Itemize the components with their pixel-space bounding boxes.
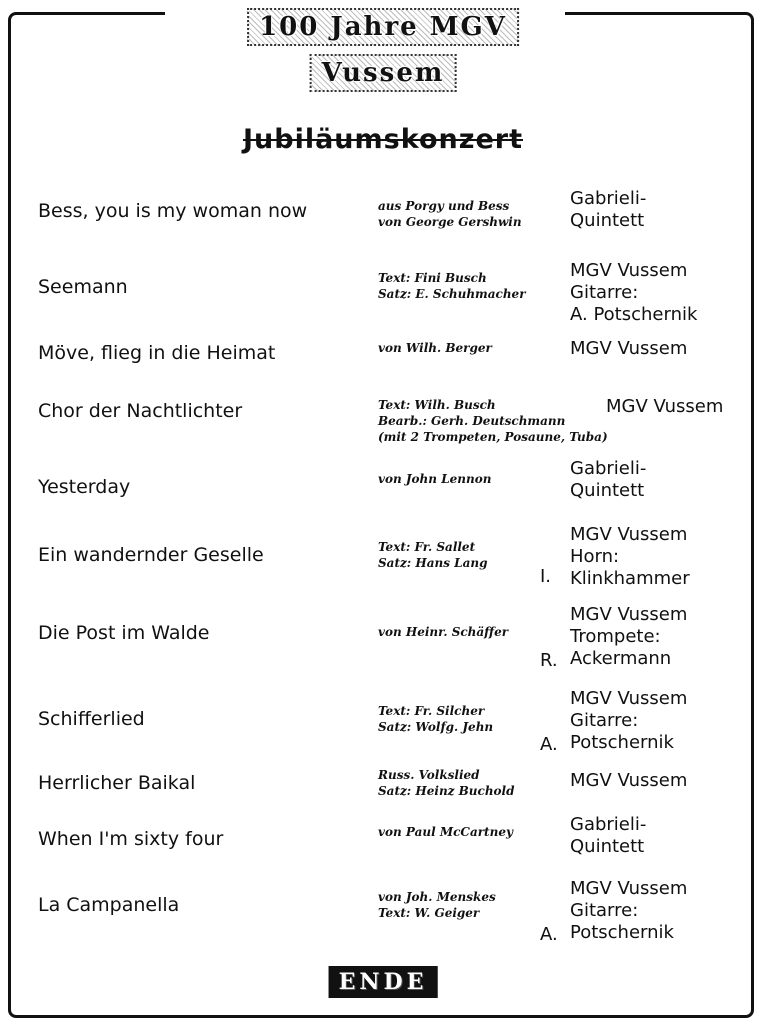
song-details: [378, 539, 488, 571]
performer-line: Gitarre:: [570, 282, 639, 303]
song-details: [378, 767, 515, 799]
performer-line: MGV Vussem: [570, 878, 688, 899]
performer-line: Horn:: [570, 546, 620, 567]
song-details: [378, 397, 608, 445]
song-title: La Campanella: [38, 894, 180, 916]
performer-line: Gabrieli-: [570, 188, 647, 209]
performer-initial: A.: [540, 734, 558, 755]
song-details: [378, 824, 513, 840]
song-title: Schifferlied: [38, 708, 145, 730]
performer: [570, 878, 687, 944]
performer-line: Potschernik: [570, 922, 674, 943]
concert-title-text: Jubiläumskonzert: [242, 124, 523, 155]
performer: [606, 396, 723, 418]
performer: [570, 188, 646, 232]
performer-line: Quintett: [570, 480, 645, 501]
song-details: [378, 340, 492, 356]
detail-line: Text: Fr. Silcher: [378, 704, 485, 718]
detail-line: Satz: Heinz Buchold: [378, 784, 515, 798]
performer: [570, 524, 690, 590]
concert-title: [0, 124, 766, 155]
performer: [570, 604, 687, 670]
performer: [570, 458, 646, 502]
detail-line: von Paul McCartney: [378, 825, 513, 839]
performer-line: MGV Vussem: [570, 604, 688, 625]
song-title: Chor der Nachtlichter: [38, 400, 243, 422]
detail-line: Text: Wilh. Busch: [378, 398, 496, 412]
performer-line: Klinkhammer: [570, 568, 690, 589]
detail-line: aus Porgy und Bess: [378, 199, 510, 213]
detail-line: Satz: Wolfg. Jehn: [378, 720, 494, 734]
page-border: [8, 12, 754, 1018]
performer-line: Quintett: [570, 210, 645, 231]
performer-initial: R.: [540, 650, 558, 671]
song-details: [378, 270, 526, 302]
performer-line: Gabrieli-: [570, 814, 647, 835]
song-title: Ein wandernder Geselle: [38, 544, 264, 566]
song-title: Bess, you is my woman now: [38, 200, 308, 222]
performer-line: Trompete:: [570, 626, 661, 647]
song-details: [378, 889, 496, 921]
detail-line: Text: Fini Busch: [378, 271, 487, 285]
performer-line: MGV Vussem: [570, 260, 688, 281]
performer: [570, 338, 687, 360]
performer-line: Gitarre:: [570, 900, 639, 921]
detail-line: von Heinr. Schäffer: [378, 625, 509, 639]
performer: [570, 688, 687, 754]
detail-line: von Joh. Menskes: [378, 890, 496, 904]
performer: [570, 770, 687, 792]
detail-line: (mit 2 Trompeten, Posaune, Tuba): [378, 430, 608, 444]
detail-line: Satz: E. Schuhmacher: [378, 287, 526, 301]
detail-line: von Wilh. Berger: [378, 341, 492, 355]
ende-label: ENDE: [329, 966, 438, 998]
song-details: [378, 703, 493, 735]
song-details: [378, 198, 522, 230]
detail-line: Satz: Hans Lang: [378, 556, 488, 570]
performer: [570, 260, 697, 326]
detail-line: Text: W. Geiger: [378, 906, 480, 920]
song-title: Die Post im Walde: [38, 622, 210, 644]
detail-line: von John Lennon: [378, 472, 492, 486]
performer-initial: I.: [540, 566, 552, 587]
performer-initial: A.: [540, 924, 558, 945]
performer-line: Gabrieli-: [570, 458, 647, 479]
performer-line: Gitarre:: [570, 710, 639, 731]
performer-line: MGV Vussem: [570, 688, 688, 709]
detail-line: Text: Fr. Sallet: [378, 540, 476, 554]
song-title: Seemann: [38, 276, 128, 298]
song-details: [378, 471, 491, 487]
song-title: When I'm sixty four: [38, 828, 224, 850]
performer: [570, 814, 646, 858]
performer-line: MGV Vussem: [570, 770, 688, 791]
performer-line: Ackermann: [570, 648, 672, 669]
detail-line: Bearb.: Gerh. Deutschmann: [378, 414, 566, 428]
song-title: Herrlicher Baikal: [38, 772, 196, 794]
performer-line: A. Potschernik: [570, 304, 698, 325]
performer-line: Quintett: [570, 836, 645, 857]
song-details: [378, 624, 508, 640]
banner-anniversary: 100 Jahre MGV: [247, 8, 519, 46]
detail-line: von George Gershwin: [378, 215, 522, 229]
performer-line: Potschernik: [570, 732, 674, 753]
performer-line: MGV Vussem: [570, 524, 688, 545]
performer-line: MGV Vussem: [570, 338, 688, 359]
detail-line: Russ. Volkslied: [378, 768, 480, 782]
performer-line: MGV Vussem: [606, 396, 724, 417]
song-title: Möve, flieg in die Heimat: [38, 342, 276, 364]
song-title: Yesterday: [38, 476, 131, 498]
banner-club-name: Vussem: [310, 54, 457, 92]
